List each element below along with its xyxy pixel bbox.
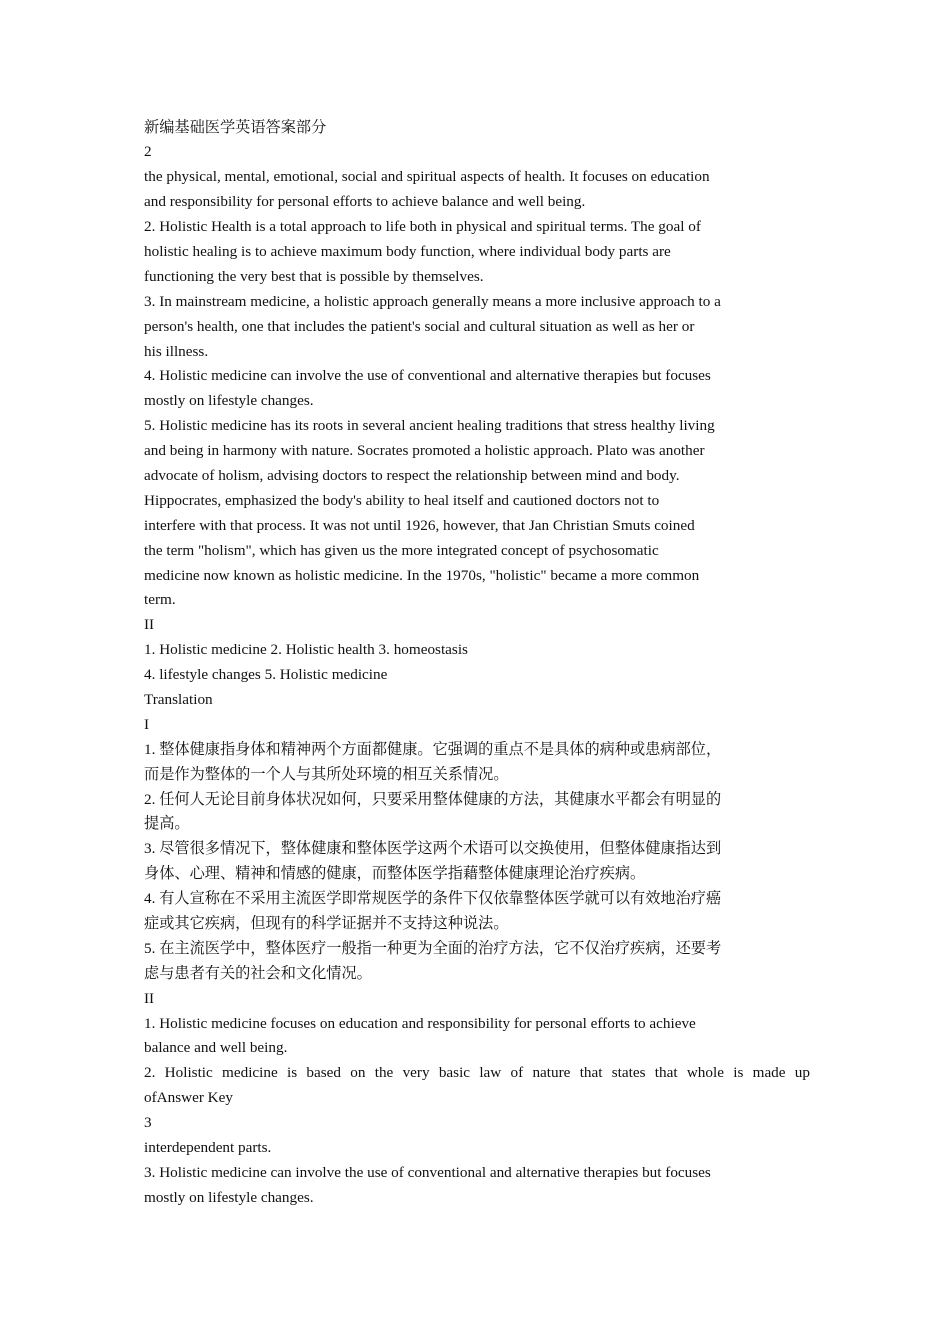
- section-heading: Translation: [144, 690, 213, 708]
- text-line: 身体、心理、精神和情感的健康，而整体医学指藉整体健康理论治疗疾病。: [144, 865, 646, 883]
- text-line: 提高。: [144, 815, 190, 833]
- section-heading: I: [144, 715, 150, 733]
- section-heading: II: [144, 989, 155, 1007]
- page-number: 2: [144, 143, 152, 161]
- text-line: Hippocrates, emphasized the body's ability to heal itself and cautioned doctors not to: [144, 491, 660, 509]
- text-line: interdependent parts.: [144, 1139, 272, 1157]
- text-line: 4. Holistic medicine can involve the use of conventional and alternative therapies but focuses: [144, 367, 711, 385]
- text-line: 3. 尽管很多情况下，整体健康和整体医学这两个术语可以交换使用，但整体健康指达到: [144, 840, 722, 858]
- text-line: 4. lifestyle changes 5. Holistic medicine: [144, 666, 388, 684]
- text-line: and being in harmony with nature. Socrates promoted a holistic approach. Plato was another: [144, 442, 705, 460]
- text-line: 1. Holistic medicine 2. Holistic health 3. homeostasis: [144, 641, 468, 659]
- text-line: advocate of holism, advising doctors to respect the relationship between mind and body.: [144, 466, 680, 484]
- text-line: interfere with that process. It was not until 1926, however, that Jan Christian Smuts coined: [144, 516, 695, 534]
- text-line: 3. Holistic medicine can involve the use of conventional and alternative therapies but focuses: [144, 1163, 711, 1181]
- text-line: 3. In mainstream medicine, a holistic approach generally means a more inclusive approach to a: [144, 292, 721, 310]
- section-heading: II: [144, 616, 155, 634]
- text-line: 2. Holistic medicine is based on the very basic law of nature that states that whole is made up: [144, 1064, 810, 1082]
- text-line: 1. Holistic medicine focuses on education and responsibility for personal efforts to achieve: [144, 1014, 696, 1032]
- text-line: 5. 在主流医学中，整体医疗一般指一种更为全面的治疗方法，它不仅治疗疾病，还要考: [144, 939, 722, 957]
- text-line: holistic healing is to achieve maximum body function, where individual body parts are: [144, 242, 671, 260]
- text-line: ofAnswer Key: [144, 1089, 233, 1107]
- text-line: person's health, one that includes the patient's social and cultural situation as well as her or: [144, 317, 695, 335]
- text-line: 5. Holistic medicine has its roots in several ancient healing traditions that stress healthy living: [144, 417, 715, 435]
- text-line: 症或其它疾病，但现有的科学证据并不支持这种说法。: [144, 915, 509, 932]
- text-line: 而是作为整体的一个人与其所处环境的相互关系情况。: [144, 765, 509, 783]
- text-line: 4. 有人宣称在不采用主流医学即常规医学的条件下仅依靠整体医学就可以有效地治疗癌: [144, 890, 722, 908]
- text-line: 2. 任何人无论目前身体状况如何，只要采用整体健康的方法，其健康水平都会有明显的: [144, 790, 722, 808]
- text-line: functioning the very best that is possible by themselves.: [144, 267, 484, 285]
- text-line: mostly on lifestyle changes.: [144, 1188, 314, 1206]
- document-body: [144, 116, 810, 1211]
- page-number: 3: [144, 1114, 152, 1132]
- text-line: balance and well being.: [144, 1039, 288, 1057]
- text-line: and responsibility for personal efforts to achieve balance and well being.: [144, 193, 586, 211]
- text-line: 虑与患者有关的社会和文化情况。: [144, 964, 372, 982]
- text-line: the physical, mental, emotional, social and spiritual aspects of health. It focuses on education: [144, 168, 710, 186]
- text-line: medicine now known as holistic medicine. In the 1970s, "holistic" became a more common: [144, 566, 700, 584]
- text-line: 1. 整体健康指身体和精神两个方面都健康。它强调的重点不是具体的病种或患病部位，: [144, 740, 722, 758]
- page-title: 新编基础医学英语答案部分: [144, 118, 327, 136]
- text-line: the term "holism", which has given us the more integrated concept of psychosomatic: [144, 541, 659, 559]
- text-line: mostly on lifestyle changes.: [144, 392, 314, 410]
- text-line: 2. Holistic Health is a total approach to life both in physical and spiritual terms. The goal of: [144, 218, 701, 236]
- text-line: his illness.: [144, 342, 209, 360]
- text-line: term.: [144, 591, 176, 609]
